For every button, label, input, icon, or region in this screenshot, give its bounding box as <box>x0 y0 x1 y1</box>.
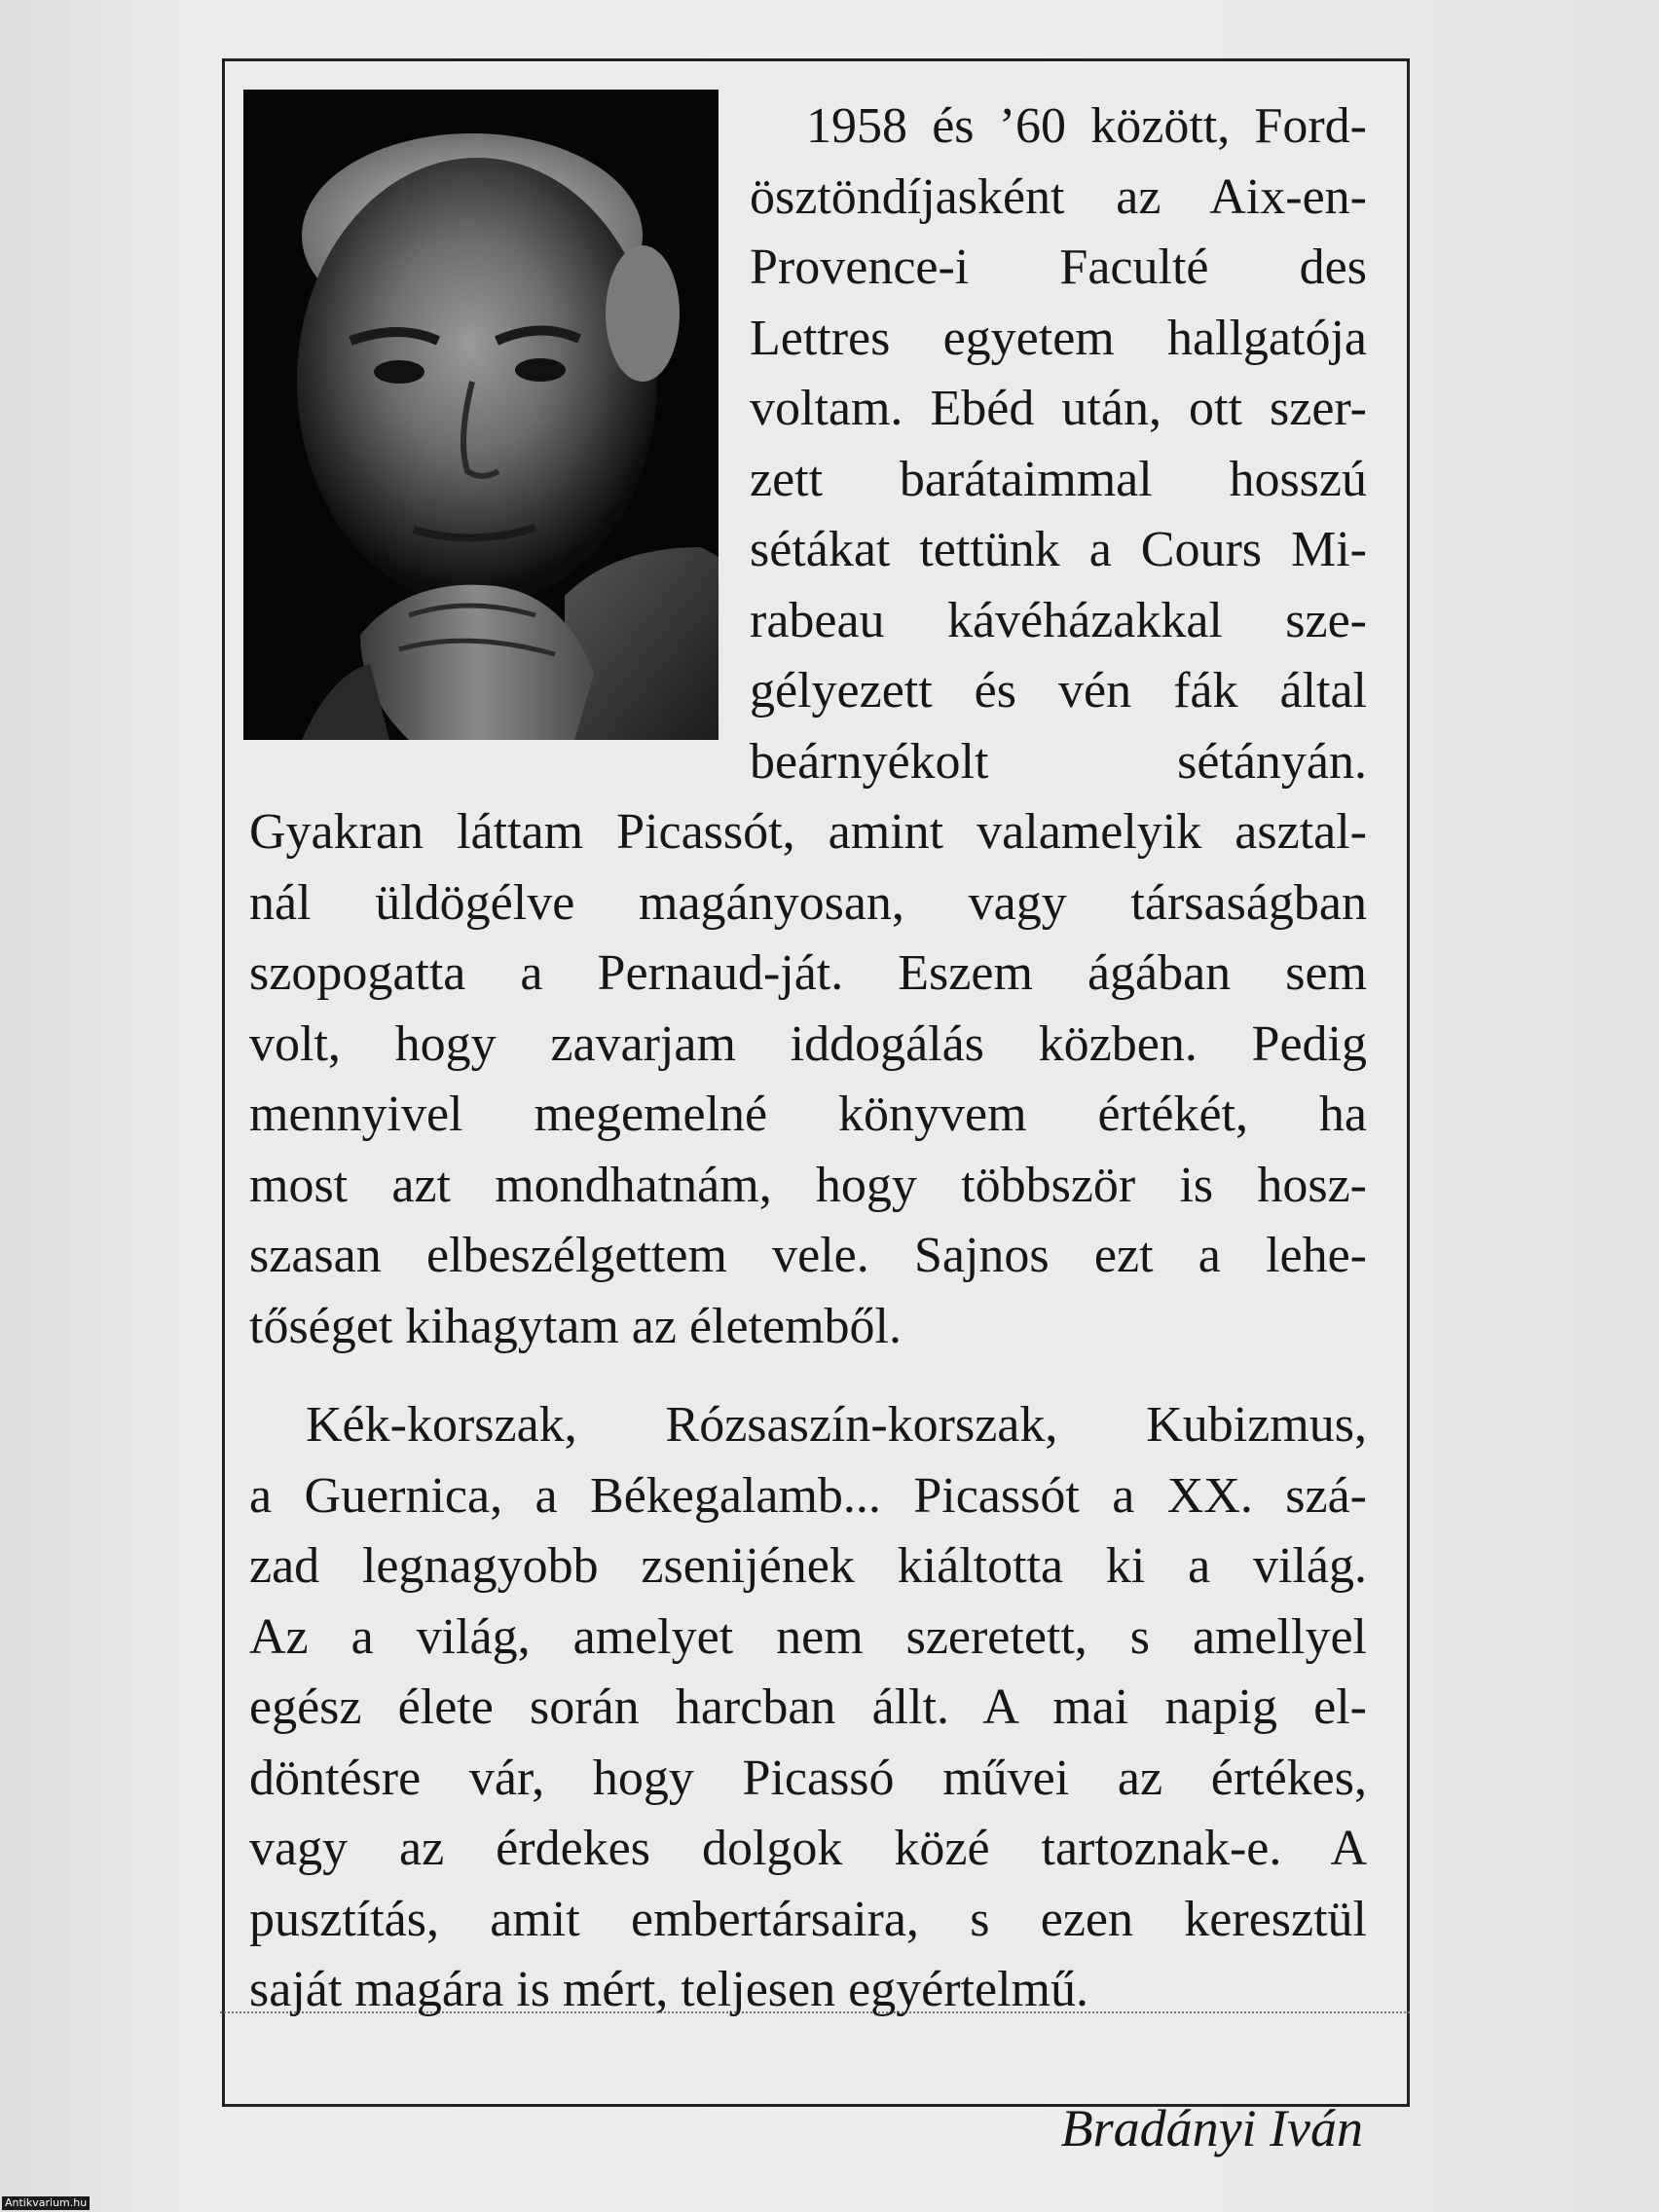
text-line: Gyakran láttam Picassót, amint valamelyik asztal- <box>249 804 1367 860</box>
text-line: nál üldögélve magányosan, vagy társaságban <box>249 874 1367 931</box>
text-line: szasan elbeszélgettem vele. Sajnos ezt a lehe- <box>249 1228 1367 1283</box>
paragraph-1 <box>249 797 1367 1362</box>
text-line: Kék-korszak, Rózsaszín-korszak, Kubizmus, <box>306 1397 1367 1453</box>
text-line: most azt mondhatnám, hogy többször is hosz- <box>249 1157 1367 1213</box>
text-line: zad legnagyobb zsenijének kiáltotta ki a világ. <box>249 1538 1367 1594</box>
text-line: Lettres egyetem hallgatója <box>750 310 1367 366</box>
text-line: volt, hogy zavarjam iddogálás közben. Pedig <box>249 1015 1367 1072</box>
author-signature: Bradányi Iván <box>1060 2099 1363 2157</box>
text-line: rabeau kávéházakkal sze- <box>750 592 1367 648</box>
text-line: zett barátaimmal hosszú <box>750 451 1367 507</box>
portrait-illustration <box>243 90 719 740</box>
text-line: szopogatta a Pernaud-ját. Eszem ágában sem <box>249 945 1367 1001</box>
text-line: pusztítás, amit embertársaira, s ezen keresztül <box>249 1891 1367 1947</box>
text-line: voltam. Ebéd után, ott szer- <box>750 381 1367 436</box>
paragraph-2 <box>249 1390 1367 2026</box>
text-line: döntésre vár, hogy Picassó művei az értékes, <box>249 1750 1367 1806</box>
text-line: Az a világ, amelyet nem szeretett, s amellyel <box>249 1608 1367 1665</box>
text-line: sétákat tettünk a Cours Mi- <box>750 522 1367 577</box>
text-line: vagy az érdekes dolgok közé tartoznak-e. A <box>249 1821 1367 1876</box>
text-line: egész élete során harcban állt. A mai napig el- <box>249 1679 1367 1735</box>
text-line: a Guernica, a Békegalamb... Picassót a XX. szá- <box>249 1467 1367 1524</box>
text-line: gélyezett és vén fák által <box>750 663 1367 719</box>
watermark-label: Antikvarium.hu <box>2 2196 90 2210</box>
text-line: tőséget kihagytam az életemből. <box>249 1298 902 1354</box>
right-column-text <box>750 92 1367 797</box>
text-line: beárnyékolt sétányán. <box>750 733 1367 790</box>
text-line: Provence-i Faculté des <box>750 240 1367 295</box>
text-line: ösztöndíjasként az Aix-en- <box>750 168 1367 225</box>
text-line: mennyivel megemelné könyvem értékét, ha <box>249 1087 1367 1142</box>
author-portrait-photo <box>243 90 719 740</box>
text-line: saját magára is mért, teljesen egyértelmű. <box>249 1962 1088 2017</box>
text-line: 1958 és ’60 között, Ford- <box>806 98 1367 154</box>
